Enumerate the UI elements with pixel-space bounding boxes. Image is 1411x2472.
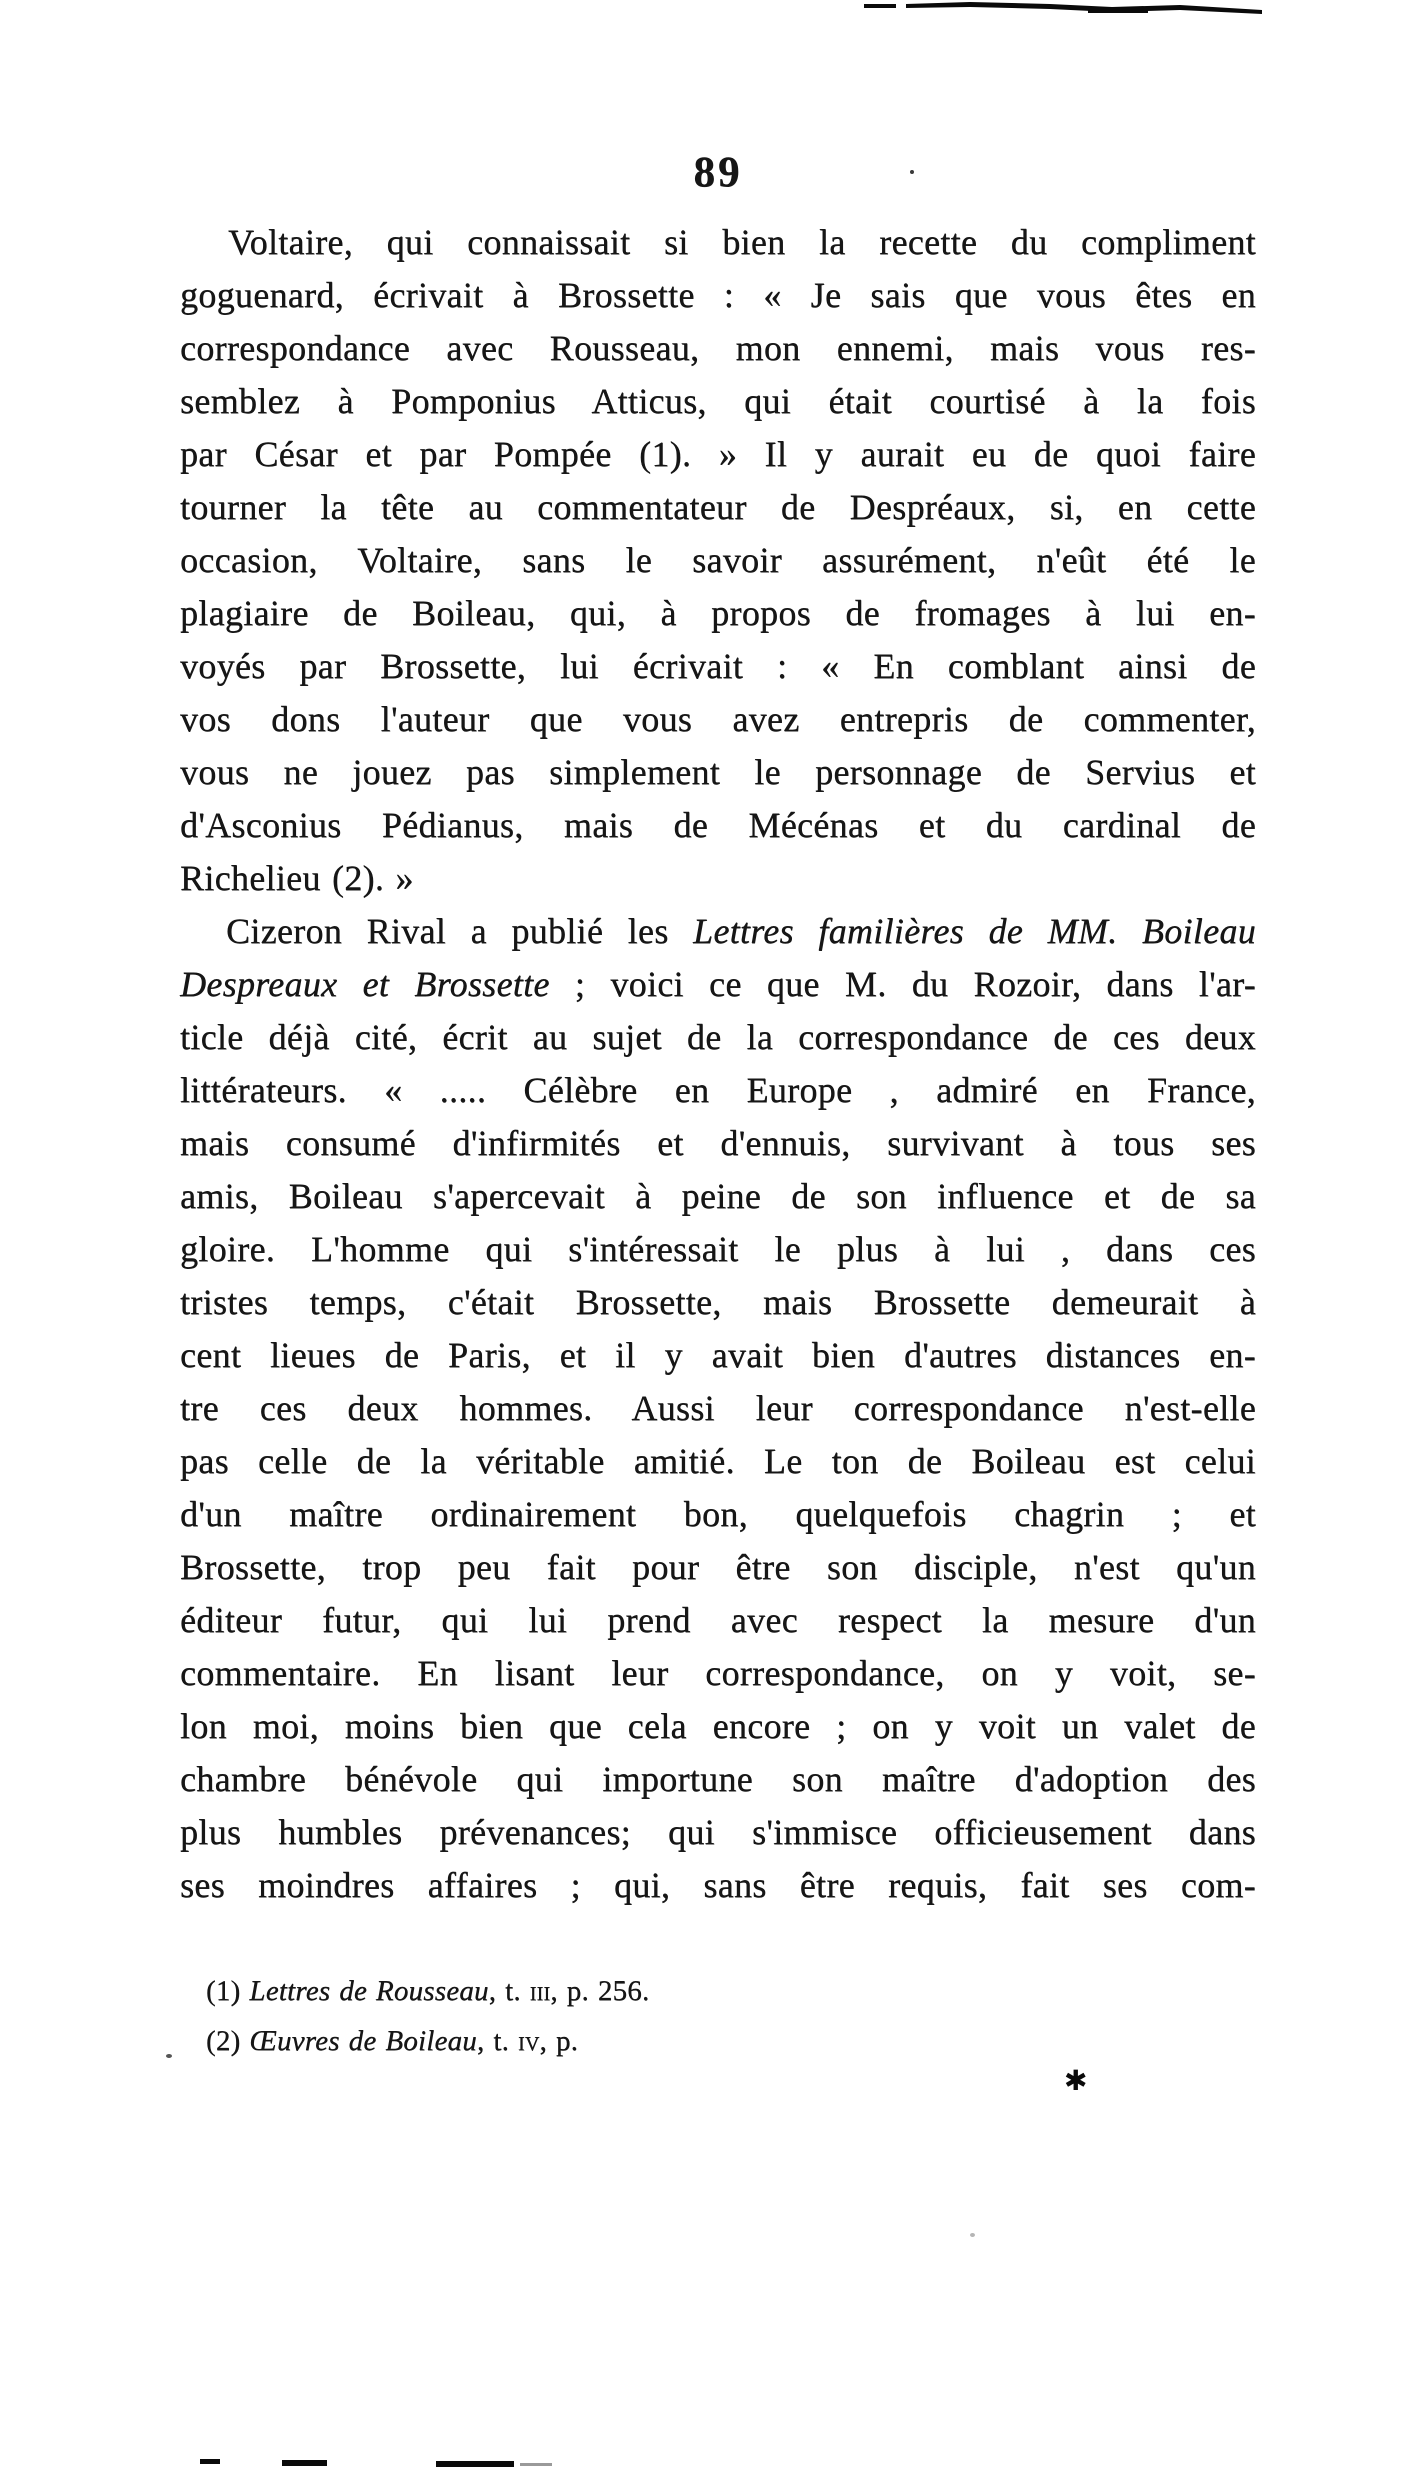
text-segment: pas celle de la véritable amitié. Le ton de Boileau est celui [180,1441,1256,1481]
text-segment: voyés par Brossette, lui écrivait : « En comblant ainsi de [180,646,1256,686]
text-line [180,799,1256,852]
ink-speck [970,2233,975,2237]
text-line [180,481,1256,534]
text-segment: , p. [539,2025,579,2057]
text-line [180,1435,1256,1488]
text-segment: lon moi, moins bien que cela encore ; on y voit un valet de [180,1706,1256,1746]
text-line [180,375,1256,428]
text-segment: tre ces deux hommes. Aussi leur correspondance n'est-elle [180,1388,1256,1428]
text-line [180,1011,1256,1064]
text-segment: tourner la tête au commentateur de Despréaux, si, en cette [180,487,1256,527]
text-segment: (1) [206,1975,250,2007]
text-segment: ses moindres affaires ; qui, sans être requis, fait ses com- [180,1865,1256,1905]
text-line [180,1541,1256,1594]
star-mark: ✱ [1064,2066,1088,2097]
page-number: 89 [693,149,743,196]
text-line [180,1223,1256,1276]
text-segment: ticle déjà cité, écrit au sujet de la correspondance de ces deux [180,1017,1256,1057]
italic-text: Œuvres de Boileau [249,2025,477,2057]
text-segment: (2) [206,2025,250,2057]
text-line [180,1859,1256,1912]
text-line [180,587,1256,640]
text-segment: correspondance avec Rousseau, mon ennemi, mais vous res- [180,328,1256,368]
text-segment: amis, Boileau s'apercevait à peine de son influence et de sa [180,1176,1256,1216]
text-segment: occasion, Voltaire, sans le savoir assurément, n'eût été le [180,540,1256,580]
footnote [206,1966,1206,2016]
text-line [180,534,1256,587]
smallcaps-text: iv [518,2025,540,2057]
text-line [180,1329,1256,1382]
text-segment: plus humbles prévenances; qui s'immisce officieusement dans [180,1812,1256,1852]
text-segment: tristes temps, c'était Brossette, mais Brossette demeurait à [180,1282,1256,1322]
text-segment: chambre bénévole qui importune son maître d'adoption des [180,1759,1256,1799]
scan-artifact-bottom [436,2461,514,2467]
text-line [180,269,1256,322]
text-line [180,1064,1256,1117]
text-segment: Voltaire, qui connaissait si bien la recette du compliment [228,222,1256,262]
text-line [180,905,1256,958]
text-line [180,322,1256,375]
text-line [180,1700,1256,1753]
text-line [180,1647,1256,1700]
paragraph-2 [180,905,1256,1912]
scan-artifact-bottom [200,2459,220,2464]
text-segment: , p. 256. [550,1975,650,2007]
text-segment: , t. [488,1975,530,2007]
text-segment: commentaire. En lisant leur correspondance, on y voit, se- [180,1653,1256,1693]
italic-text: Lettres familières de MM. Boileau [693,911,1256,951]
text-segment: vous ne jouez pas simplement le personnage de Servius et [180,752,1256,792]
text-line [180,1488,1256,1541]
text-segment: , t. [476,2025,519,2057]
italic-text: Lettres de Rousseau [249,1975,489,2007]
text-line [180,1170,1256,1223]
text-line [180,852,1256,905]
text-line [180,1594,1256,1647]
text-segment: cent lieues de Paris, et il y avait bien d'autres distances en- [180,1335,1256,1375]
footnotes [206,1966,1206,2066]
text-segment: semblez à Pomponius Atticus, qui était courtisé à la fois [180,381,1256,421]
scan-artifact-bottom [520,2463,552,2466]
body-text [180,216,1256,1912]
text-segment: littérateurs. « ..... Célèbre en Europe , admiré en France, [180,1070,1256,1110]
text-segment: Brossette, trop peu fait pour être son disciple, n'est qu'un [180,1547,1256,1587]
ink-speck [910,170,914,174]
footnote [206,2016,1206,2066]
paragraph-1 [180,216,1256,905]
text-line [180,693,1256,746]
text-segment: vos dons l'auteur que vous avez entrepris de commenter, [180,699,1256,739]
text-segment: éditeur futur, qui lui prend avec respect la mesure d'un [180,1600,1256,1640]
text-segment: goguenard, écrivait à Brossette : « Je sais que vous êtes en [180,275,1256,315]
text-line [180,958,1256,1011]
text-line [180,1276,1256,1329]
text-segment: par César et par Pompée (1). » Il y aurait eu de quoi faire [180,434,1256,474]
text-segment: Richelieu (2). » [180,858,414,898]
text-segment: ; voici ce que M. du Rozoir, dans l'ar- [549,964,1256,1004]
text-segment: mais consumé d'infirmités et d'ennuis, survivant à tous ses [180,1123,1256,1163]
text-segment: Cizeron Rival a publié les [226,911,694,951]
scan-artifact-bottom [282,2460,327,2466]
text-line [180,640,1256,693]
text-segment: d'Asconius Pédianus, mais de Mécénas et du cardinal de [180,805,1256,845]
text-line [180,216,1256,269]
text-line [180,428,1256,481]
text-line [180,1382,1256,1435]
text-line [180,1753,1256,1806]
scan-artifact-top [850,0,1270,20]
text-segment: plagiaire de Boileau, qui, à propos de fromages à lui en- [180,593,1256,633]
text-line [180,1117,1256,1170]
text-segment: d'un maître ordinairement bon, quelquefois chagrin ; et [180,1494,1256,1534]
smallcaps-text: iii [529,1975,551,2007]
ink-speck [166,2054,172,2058]
text-line [180,746,1256,799]
text-segment: gloire. L'homme qui s'intéressait le plus à lui , dans ces [180,1229,1256,1269]
text-line [180,1806,1256,1859]
italic-text: Despreaux et Brossette [180,964,550,1004]
